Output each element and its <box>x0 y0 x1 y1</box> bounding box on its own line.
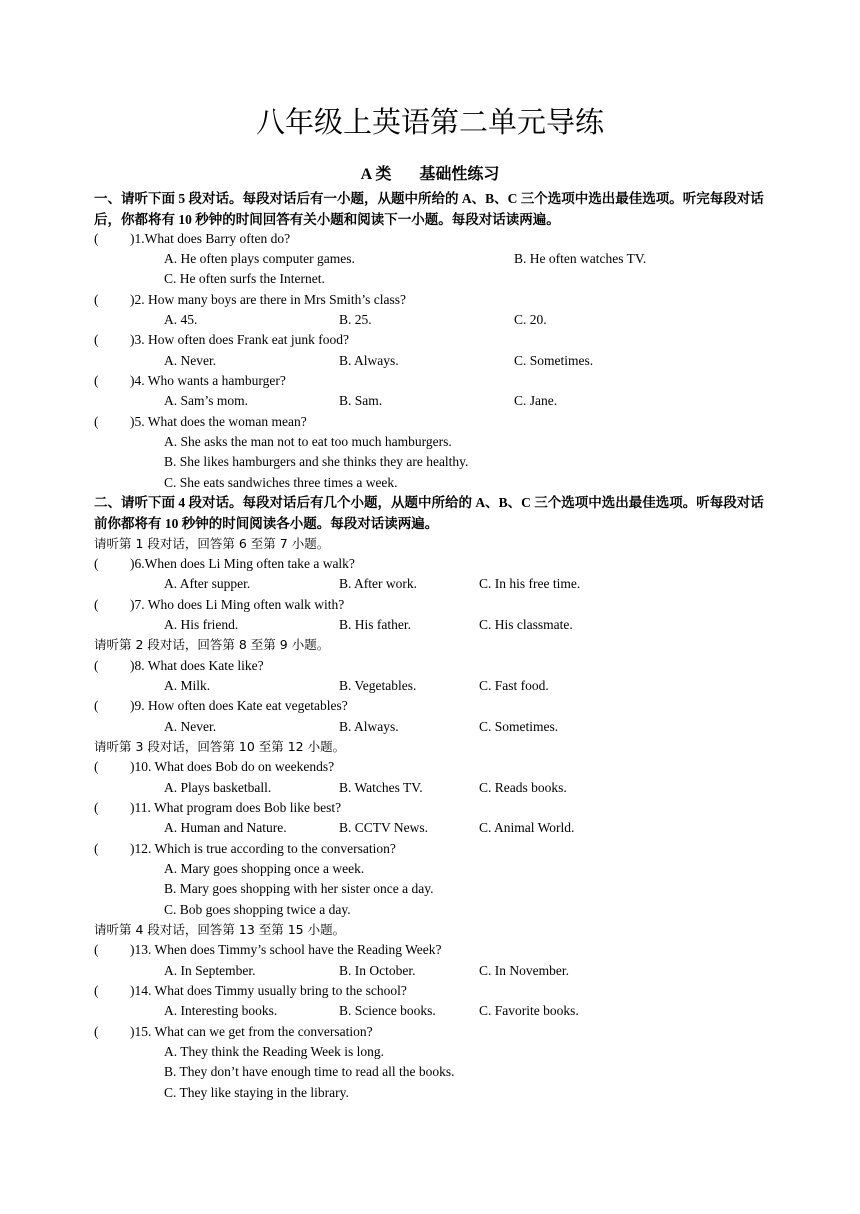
option-a: A. She asks the man not to eat too much hamburgers. <box>164 434 452 449</box>
option-a: A. Sam’s mom. <box>164 393 249 408</box>
question-stem: )15. What can we get from the conversation? <box>130 1024 373 1039</box>
option-a: A. Milk. <box>164 678 211 693</box>
group-4-intro: 请听第 4 段对话，回答第 13 至第 15 小题。 <box>94 922 346 937</box>
question-stem: )11. What program does Bob like best? <box>130 800 342 815</box>
option-a: A. Never. <box>164 353 217 368</box>
option-a: A. Never. <box>164 719 217 734</box>
question-5: ( )5. What does the woman mean? <box>94 414 307 429</box>
option-a: A. He often plays computer games. <box>164 251 355 266</box>
question-stem: )7. Who does Li Ming often walk with? <box>130 597 345 612</box>
option-a: A. Human and Nature. <box>164 820 287 835</box>
section-subtitle <box>0 164 860 186</box>
option-b: B. They don’t have enough time to read all the books. <box>164 1064 455 1079</box>
option-c: C. Sometimes. <box>514 353 594 368</box>
subtitle-name: 基础性练习 <box>419 166 500 183</box>
question-stem: )9. How often does Kate eat vegetables? <box>130 698 348 713</box>
option-b: B. Sam. <box>339 393 383 408</box>
subtitle-part: A 类 <box>360 166 392 183</box>
option-a: A. 45. <box>164 312 198 327</box>
question-stem: )10. What does Bob do on weekends? <box>130 759 335 774</box>
option-b: B. Mary goes shopping with her sister once a day. <box>164 881 434 896</box>
option-c: C. She eats sandwiches three times a week. <box>164 475 398 490</box>
option-b: B. He often watches TV. <box>514 251 647 266</box>
option-c: C. Sometimes. <box>479 719 559 734</box>
question-12: ( )12. Which is true according to the conversation? <box>94 841 396 856</box>
question-15: ( )15. What can we get from the conversation? <box>94 1024 373 1039</box>
question-stem: )12. Which is true according to the conversation? <box>130 841 396 856</box>
question-stem: )4. Who wants a hamburger? <box>130 373 286 388</box>
page-title: 八年级上英语第二单元导练 <box>255 105 604 139</box>
section-2-instruction: 二、请听下面 4 段对话。每段对话后有几个小题，从题中所给的 A、B、C 三个选项中选出最佳选项。听每段对话前你都将有 10 秒钟的时间阅读各小题。每段对话读两遍。 <box>94 495 764 531</box>
question-4: ( )4. Who wants a hamburger? <box>94 373 286 388</box>
question-stem: )8. What does Kate like? <box>130 658 264 673</box>
question-stem: )3. How often does Frank eat junk food? <box>130 332 349 347</box>
option-a: A. In September. <box>164 963 256 978</box>
option-b: B. After work. <box>339 576 417 591</box>
question-13: ( )13. When does Timmy’s school have the Reading Week? <box>94 942 442 957</box>
option-c: C. In November. <box>479 963 569 978</box>
group-1-intro: 请听第 1 段对话，回答第 6 至第 7 小题。 <box>94 536 330 551</box>
option-b: B. 25. <box>339 312 372 327</box>
question-8: ( )8. What does Kate like? <box>94 658 264 673</box>
question-1: ( )1.What does Barry often do? <box>94 231 291 246</box>
question-2: ( )2. How many boys are there in Mrs Smith’s class? <box>94 292 406 307</box>
option-c: C. His classmate. <box>479 617 573 632</box>
option-a: A. His friend. <box>164 617 239 632</box>
option-b: B. Vegetables. <box>339 678 417 693</box>
option-c: C. Favorite books. <box>479 1003 579 1018</box>
option-c: C. Reads books. <box>479 780 567 795</box>
option-c: C. He often surfs the Internet. <box>164 271 325 286</box>
option-a: A. Mary goes shopping once a week. <box>164 861 365 876</box>
question-9: ( )9. How often does Kate eat vegetables? <box>94 698 348 713</box>
option-c: C. 20. <box>514 312 547 327</box>
question-3: ( )3. How often does Frank eat junk food? <box>94 332 349 347</box>
option-c: C. Animal World. <box>479 820 575 835</box>
question-stem: )14. What does Timmy usually bring to the school? <box>130 983 407 998</box>
question-6: ( )6.When does Li Ming often take a walk? <box>94 556 355 571</box>
option-a: A. They think the Reading Week is long. <box>164 1044 385 1059</box>
question-11: ( )11. What program does Bob like best? <box>94 800 342 815</box>
question-stem: )6.When does Li Ming often take a walk? <box>130 556 355 571</box>
question-stem: )1.What does Barry often do? <box>130 231 291 246</box>
question-stem: )2. How many boys are there in Mrs Smith’s class? <box>130 292 406 307</box>
section-1-instruction: 一、请听下面 5 段对话。每段对话后有一小题，从题中所给的 A、B、C 三个选项中选出最佳选项。听完每段对话后，你都将有 10 秒钟的时间回答有关小题和阅读下一小题。每段对话读两遍。 <box>94 191 764 227</box>
question-10: ( )10. What does Bob do on weekends? <box>94 759 335 774</box>
option-c: C. In his free time. <box>479 576 581 591</box>
question-7: ( )7. Who does Li Ming often walk with? <box>94 597 345 612</box>
option-b: B. Always. <box>339 719 399 734</box>
option-a: A. Plays basketball. <box>164 780 272 795</box>
option-c: C. They like staying in the library. <box>164 1085 349 1100</box>
option-b: B. CCTV News. <box>339 820 429 835</box>
option-a: A. Interesting books. <box>164 1003 278 1018</box>
option-c: C. Fast food. <box>479 678 549 693</box>
option-b: B. Science books. <box>339 1003 436 1018</box>
group-2-intro: 请听第 2 段对话，回答第 8 至第 9 小题。 <box>94 637 330 652</box>
option-c: C. Jane. <box>514 393 558 408</box>
group-3-intro: 请听第 3 段对话，回答第 10 至第 12 小题。 <box>94 739 346 754</box>
option-c: C. Bob goes shopping twice a day. <box>164 902 351 917</box>
option-b: B. In October. <box>339 963 416 978</box>
option-b: B. His father. <box>339 617 411 632</box>
option-a: A. After supper. <box>164 576 251 591</box>
option-b: B. She likes hamburgers and she thinks they are healthy. <box>164 454 469 469</box>
option-b: B. Always. <box>339 353 399 368</box>
question-14: ( )14. What does Timmy usually bring to the school? <box>94 983 407 998</box>
option-b: B. Watches TV. <box>339 780 423 795</box>
question-stem: )13. When does Timmy’s school have the Reading Week? <box>130 942 442 957</box>
question-stem: )5. What does the woman mean? <box>130 414 307 429</box>
